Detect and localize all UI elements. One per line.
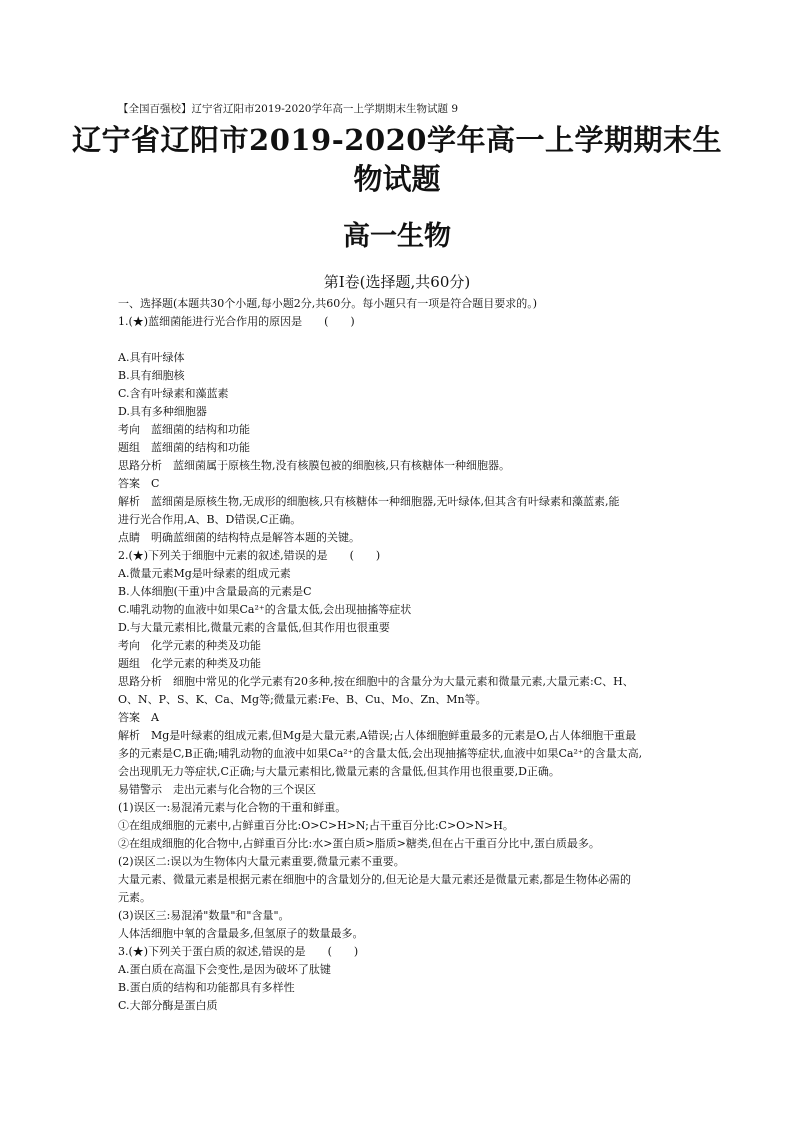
text-line: 思路分析 蓝细菌属于原核生物,没有核膜包被的细胞核,只有核糖体一种细胞器。 xyxy=(118,459,510,472)
section-heading: 第Ⅰ卷(选择题,共60分) xyxy=(323,273,471,291)
text-line: 答案 A xyxy=(118,711,159,724)
text-line: 解析 蓝细菌是原核生物,无成形的细胞核,只有核糖体一种细胞器,无叶绿体,但其含有叶绿素和藻蓝素,能 xyxy=(118,495,620,508)
text-line: B.蛋白质的结构和功能都具有多样性 xyxy=(118,981,295,994)
text-line: 题组 蓝细菌的结构和功能 xyxy=(118,441,250,454)
text-line: 元素。 xyxy=(118,891,151,904)
text-line: 2.(★)下列关于细胞中元素的叙述,错误的是 ( ) xyxy=(118,549,381,562)
text-line: D.与大量元素相比,微量元素的含量低,但其作用也很重要 xyxy=(118,621,390,634)
text-line: 解析 Mg是叶绿素的组成元素,但Mg是大量元素,A错误;占人体细胞鲜重最多的元素是O,占人体细胞干重最 xyxy=(118,729,637,742)
text-line: 一、选择题(本题共30个小题,每小题2分,共60分。每小题只有一项是符合题目要求的。) xyxy=(118,297,538,310)
document-title-line-1: 辽宁省辽阳市2019-2020学年高一上学期期末生 xyxy=(72,123,722,157)
text-line: O、N、P、S、K、Ca、Mg等;微量元素:Fe、B、Cu、Mo、Zn、Mn等。 xyxy=(118,693,487,706)
text-line: B.人体细胞(干重)中含量最高的元素是C xyxy=(118,585,312,598)
text-line: 1.(★)蓝细菌能进行光合作用的原因是 ( ) xyxy=(118,315,355,328)
text-line: 点睛 明确蓝细菌的结构特点是解答本题的关键。 xyxy=(118,531,360,544)
text-line: 会出现肌无力等症状,C正确;与大量元素相比,微量元素的含量低,但其作用也很重要,D正确。 xyxy=(118,765,560,778)
text-line: B.具有细胞核 xyxy=(118,369,185,382)
text-line: 易错警示 走出元素与化合物的三个误区 xyxy=(118,783,316,796)
text-line: 考向 蓝细菌的结构和功能 xyxy=(118,423,250,436)
text-line: 题组 化学元素的种类及功能 xyxy=(118,657,261,670)
text-line: ②在组成细胞的化合物中,占鲜重百分比:水>蛋白质>脂质>糖类,但在占干重百分比中,蛋白质最多。 xyxy=(118,837,600,850)
text-line: C.大部分酶是蛋白质 xyxy=(118,999,218,1012)
text-line xyxy=(118,331,688,349)
text-line: D.具有多种细胞器 xyxy=(118,405,207,418)
text-line: A.具有叶绿体 xyxy=(118,351,185,364)
question-body xyxy=(118,295,688,1015)
text-line: 考向 化学元素的种类及功能 xyxy=(118,639,261,652)
subject-heading: 高一生物 xyxy=(343,221,451,252)
text-line: C.含有叶绿素和藻蓝素 xyxy=(118,387,229,400)
text-line: ①在组成细胞的元素中,占鲜重百分比:O>C>H>N;占干重百分比:C>O>N>H。 xyxy=(118,819,514,832)
text-line: 3.(★)下列关于蛋白质的叙述,错误的是 ( ) xyxy=(118,945,359,958)
text-line: 多的元素是C,B正确;哺乳动物的血液中如果Ca²⁺的含量太低,会出现抽搐等症状,血液中如果Ca²⁺的含量太高, xyxy=(118,747,643,760)
document-title-line-2: 物试题 xyxy=(353,162,441,196)
document-header: 【全国百强校】辽宁省辽阳市2019-2020学年高一上学期期末生物试题 9 xyxy=(118,103,459,115)
text-line: 答案 C xyxy=(118,477,160,490)
text-line: 大量元素、微量元素是根据元素在细胞中的含量划分的,但无论是大量元素还是微量元素,都是生物体必需的 xyxy=(118,873,631,886)
text-line: A.蛋白质在高温下会变性,是因为破坏了肽键 xyxy=(118,963,331,976)
text-line: (2)误区二:误以为生物体内大量元素重要,微量元素不重要。 xyxy=(118,855,405,868)
text-line: A.微量元素Mg是叶绿素的组成元素 xyxy=(118,567,291,580)
text-line: 思路分析 细胞中常见的化学元素有20多种,按在细胞中的含量分为大量元素和微量元素,大量元素:C、H、 xyxy=(118,675,634,688)
text-line: 进行光合作用,A、B、D错误,C正确。 xyxy=(118,513,302,526)
text-line: 人体活细胞中氧的含量最多,但氢原子的数量最多。 xyxy=(118,927,364,940)
text-line: C.哺乳动物的血液中如果Ca²⁺的含量太低,会出现抽搐等症状 xyxy=(118,603,412,616)
text-line: (1)误区一:易混淆元素与化合物的干重和鲜重。 xyxy=(118,801,347,814)
text-line: (3)误区三:易混淆"数量"和"含量"。 xyxy=(118,909,290,922)
